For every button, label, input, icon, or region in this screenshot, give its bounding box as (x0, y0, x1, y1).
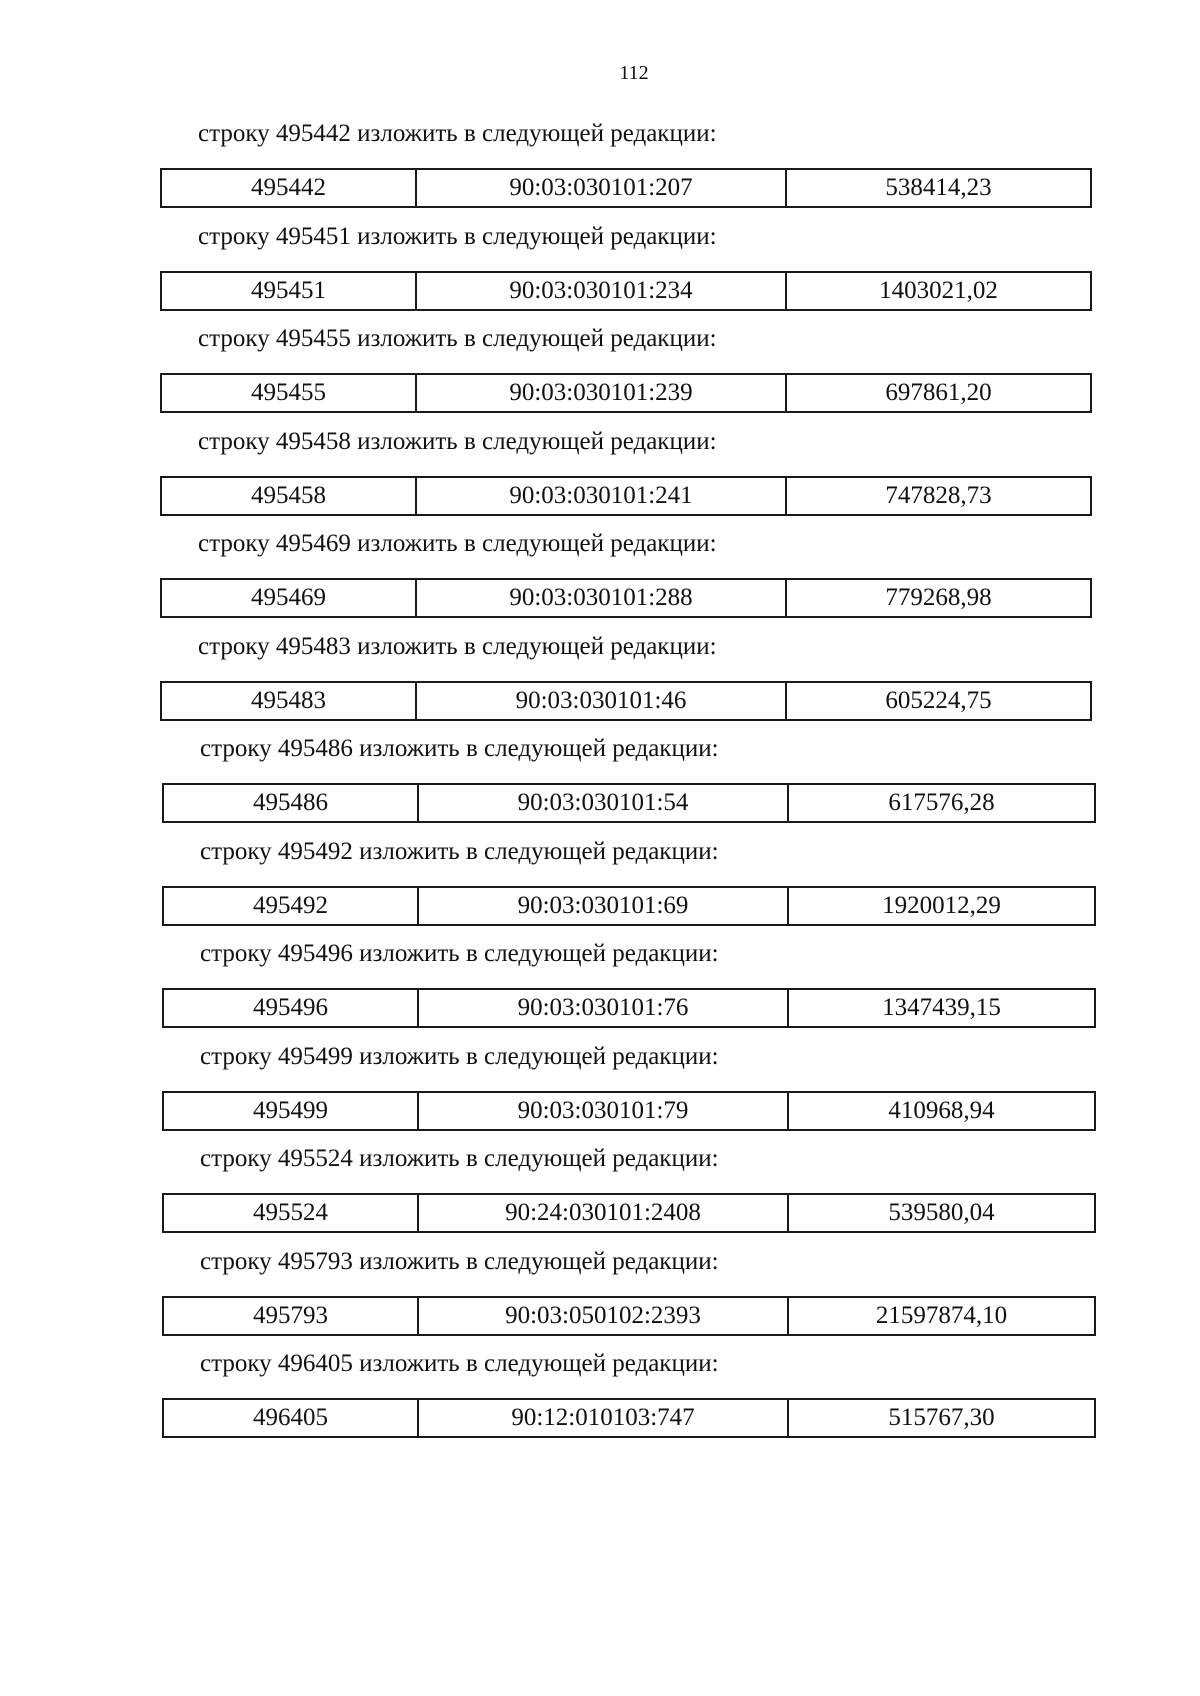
row-number-cell: 495483 (162, 683, 417, 719)
amendment-instruction: строку 495499 изложить в следующей редакции: (200, 1043, 719, 1070)
value-cell: 515767,30 (888, 1404, 995, 1431)
row-number-cell: 495492 (164, 888, 419, 924)
amendment-instruction: строку 495492 изложить в следующей редакции: (200, 838, 719, 865)
table-row (162, 1193, 1096, 1233)
table-row (162, 886, 1096, 926)
cadastral-number-cell: 90:12:010103:747 (419, 1400, 789, 1436)
value-cell: 617576,28 (888, 789, 995, 816)
cadastral-number-cell: 90:03:030101:69 (419, 888, 789, 924)
cadastral-number-cell: 90:03:030101:288 (417, 580, 787, 616)
table-row (162, 1398, 1096, 1438)
cadastral-number-cell: 90:03:050102:2393 (419, 1298, 789, 1334)
row-number-cell: 495499 (164, 1093, 419, 1129)
cadastral-number-cell: 90:03:030101:241 (417, 478, 787, 514)
cadastral-number-cell: 90:03:030101:79 (419, 1093, 789, 1129)
table-row (160, 578, 1092, 618)
value-cell: 779268,98 (885, 584, 992, 611)
row-number-cell: 495455 (162, 375, 417, 411)
cadastral-number-cell: 90:03:030101:46 (417, 683, 787, 719)
value-cell: 410968,94 (888, 1097, 995, 1124)
value-cell: 538414,23 (885, 174, 992, 201)
cadastral-number-cell: 90:03:030101:239 (417, 375, 787, 411)
amendment-instruction: строку 495496 изложить в следующей редакции: (200, 940, 719, 967)
amendment-instruction: строку 496405 изложить в следующей редакции: (200, 1350, 719, 1377)
amendment-instruction: строку 495451 изложить в следующей редакции: (198, 223, 717, 250)
row-number-cell: 495469 (162, 580, 417, 616)
table-row (162, 1091, 1096, 1131)
row-number-cell: 495451 (162, 273, 417, 309)
amendment-instruction: строку 495793 изложить в следующей редакции: (200, 1248, 719, 1275)
value-cell: 1347439,15 (882, 994, 1001, 1021)
table-row (162, 988, 1096, 1028)
table-row (160, 681, 1092, 721)
row-number-cell: 495458 (162, 478, 417, 514)
amendment-instruction: строку 495483 изложить в следующей редакции: (198, 633, 717, 660)
value-cell: 697861,20 (885, 379, 992, 406)
amendment-instruction: строку 495442 изложить в следующей редакции: (198, 120, 717, 147)
row-number-cell: 495442 (162, 170, 417, 206)
value-cell: 539580,04 (888, 1199, 995, 1226)
table-row (160, 168, 1092, 208)
page-number: 112 (619, 62, 649, 84)
row-number-cell: 496405 (164, 1400, 419, 1436)
amendment-instruction: строку 495486 изложить в следующей редакции: (200, 735, 719, 762)
cadastral-number-cell: 90:24:030101:2408 (419, 1195, 789, 1231)
row-number-cell: 495793 (164, 1298, 419, 1334)
cadastral-number-cell: 90:03:030101:54 (419, 785, 789, 821)
value-cell: 1403021,02 (879, 277, 998, 304)
value-cell: 21597874,10 (875, 1302, 1008, 1329)
row-number-cell: 495486 (164, 785, 419, 821)
amendment-instruction: строку 495455 изложить в следующей редакции: (198, 325, 717, 352)
value-cell: 605224,75 (885, 687, 992, 714)
value-cell: 1920012,29 (882, 892, 1001, 919)
table-row (160, 271, 1092, 311)
value-cell: 747828,73 (885, 482, 992, 509)
cadastral-number-cell: 90:03:030101:234 (417, 273, 787, 309)
row-number-cell: 495524 (164, 1195, 419, 1231)
table-row (162, 1296, 1096, 1336)
amendment-instruction: строку 495458 изложить в следующей редакции: (198, 428, 717, 455)
row-number-cell: 495496 (164, 990, 419, 1026)
amendment-instruction: строку 495524 изложить в следующей редакции: (200, 1145, 719, 1172)
cadastral-number-cell: 90:03:030101:76 (419, 990, 789, 1026)
cadastral-number-cell: 90:03:030101:207 (417, 170, 787, 206)
table-row (160, 373, 1092, 413)
amendment-instruction: строку 495469 изложить в следующей редакции: (198, 530, 717, 557)
table-row (160, 476, 1092, 516)
table-row (162, 783, 1096, 823)
